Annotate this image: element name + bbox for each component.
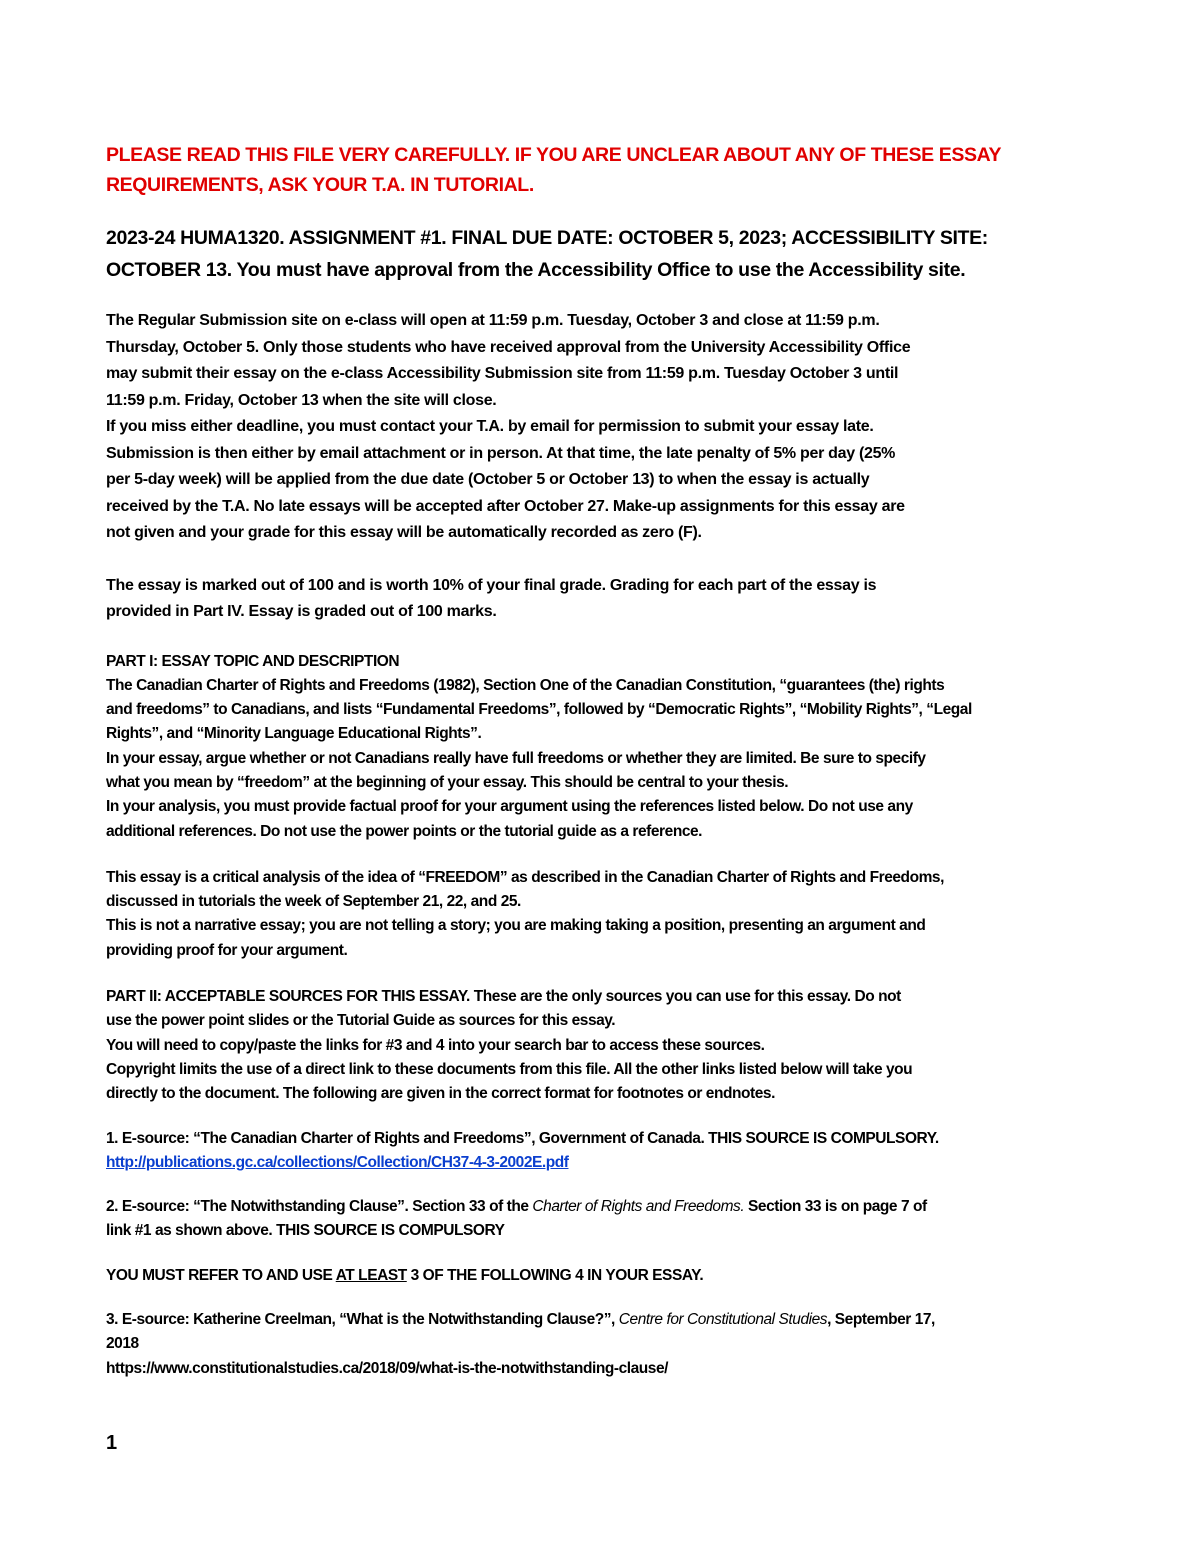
source-3-publisher: Centre for Constitutional Studies xyxy=(618,1311,828,1329)
text-line: received by the T.A. No late essays will be accepted after October 27. Make-up assignments for this essay are xyxy=(106,497,905,515)
part2-section xyxy=(106,985,1106,1106)
requirement-post: 3 OF THE FOLLOWING 4 IN YOUR ESSAY. xyxy=(406,1266,704,1284)
text-line: Submission is then either by email attachment or in person. At that time, the late penalty of 5% per day (25% xyxy=(106,444,896,462)
text-line: directly to the document. The following are given in the correct format for footnotes or endnotes. xyxy=(106,1085,775,1103)
source-3-url: https://www.constitutionalstudies.ca/2018/09/what-is-the-notwithstanding-clause/ xyxy=(106,1359,668,1377)
text-line: The essay is marked out of 100 and is worth 10% of your final grade. Grading for each part of the essay is xyxy=(106,576,877,594)
critical-analysis-paragraph xyxy=(106,866,1106,963)
part1-section xyxy=(106,650,1106,844)
text-line: provided in Part IV. Essay is graded out of 100 marks. xyxy=(106,603,497,620)
source-2-pre: 2. E-source: “The Notwithstanding Clause”. Section 33 of the xyxy=(106,1198,533,1216)
text-line: additional references. Do not use the power points or the tutorial guide as a reference. xyxy=(106,822,703,840)
requirement-notice xyxy=(106,1264,1106,1288)
text-line: PART II: ACCEPTABLE SOURCES FOR THIS ESSAY. These are the only sources you can use for this essay. Do not xyxy=(106,988,901,1006)
text-line: The Regular Submission site on e-class will open at 11:59 p.m. Tuesday, October 3 and close at 11:59 p.m. xyxy=(106,312,880,329)
page-number: 1 xyxy=(106,1432,118,1454)
text-line: per 5-day week) will be applied from the due date (October 5 or October 13) to when the essay is actually xyxy=(106,471,870,488)
submission-paragraph xyxy=(106,308,1106,547)
text-line: providing proof for your argument. xyxy=(106,941,348,959)
text-line: In your analysis, you must provide factual proof for your argument using the references listed below. Do not use any xyxy=(106,798,913,816)
document-page xyxy=(106,140,1106,1381)
warning-line: PLEASE READ THIS FILE VERY CAREFULLY. IF YOU ARE UNCLEAR ABOUT ANY OF THESE ESSAY xyxy=(106,144,1002,166)
requirement-emphasis: AT LEAST xyxy=(335,1266,407,1284)
source-text: 1. E-source: “The Canadian Charter of Rights and Freedoms”, Government of Canada. THIS SOURCE IS COMPULSORY. xyxy=(106,1129,939,1147)
source-text xyxy=(106,1195,1106,1219)
assignment-heading xyxy=(106,222,1106,286)
text-line: 11:59 p.m. Friday, October 13 when the site will close. xyxy=(106,391,497,409)
text-line: This essay is a critical analysis of the idea of “FREEDOM” as described in the Canadian Charter of Rights and Freedoms, xyxy=(106,868,944,886)
section-title: PART I: ESSAY TOPIC AND DESCRIPTION xyxy=(106,652,400,670)
text-line: Copyright limits the use of a direct link to these documents from this file. All the other links listed below will take you xyxy=(106,1060,913,1078)
heading-line: 2023-24 HUMA1320. ASSIGNMENT #1. FINAL DUE DATE: OCTOBER 5, 2023; ACCESSIBILITY SITE: xyxy=(106,227,988,249)
text-line: what you mean by “freedom” at the beginning of your essay. This should be central to your thesis. xyxy=(106,773,789,791)
requirement-pre: YOU MUST REFER TO AND USE xyxy=(106,1266,336,1284)
text-line: 2018 xyxy=(106,1335,139,1353)
source-2-title: Charter of Rights and Freedoms. xyxy=(532,1198,745,1216)
heading-line: OCTOBER 13. You must have approval from the Accessibility Office to use the Accessibility site. xyxy=(106,259,966,281)
warning-line: REQUIREMENTS, ASK YOUR T.A. IN TUTORIAL. xyxy=(106,174,534,196)
text-line: This is not a narrative essay; you are not telling a story; you are making taking a position, presenting an argument and xyxy=(106,917,926,935)
text-line: may submit their essay on the e-class Accessibility Submission site from 11:59 p.m. Tuesday October 3 until xyxy=(106,365,899,382)
text-line: and freedoms” to Canadians, and lists “Fundamental Freedoms”, followed by “Democratic Rights”, “Mobility Rights”, “Legal xyxy=(106,701,972,719)
text-line: link #1 as shown above. THIS SOURCE IS COMPULSORY xyxy=(106,1222,505,1240)
source-2 xyxy=(106,1195,1106,1244)
text-line: You will need to copy/paste the links for #3 and 4 into your search bar to access these sources. xyxy=(106,1036,765,1054)
text-line: Rights”, and “Minority Language Educational Rights”. xyxy=(106,725,482,743)
warning-notice xyxy=(106,140,1106,200)
source-3-post: , September 17, xyxy=(827,1311,935,1329)
source-3-pre: 3. E-source: Katherine Creelman, “What is the Notwithstanding Clause?”, xyxy=(106,1311,619,1329)
text-line: not given and your grade for this essay will be automatically recorded as zero (F). xyxy=(106,524,702,541)
text-line: use the power point slides or the Tutorial Guide as sources for this essay. xyxy=(106,1012,616,1030)
text-line: The Canadian Charter of Rights and Freedoms (1982), Section One of the Canadian Constitution, “guarantees (the) rights xyxy=(106,676,945,694)
source-1 xyxy=(106,1127,1106,1176)
source-2-post: Section 33 is on page 7 of xyxy=(744,1198,927,1216)
text-line: If you miss either deadline, you must contact your T.A. by email for permission to submit your essay late. xyxy=(106,418,874,435)
source-1-link[interactable]: http://publications.gc.ca/collections/Collection/CH37-4-3-2002E.pdf xyxy=(106,1153,569,1171)
text-line: In your essay, argue whether or not Canadians really have full freedoms or whether they are limited. Be sure to specify xyxy=(106,749,926,767)
grading-paragraph xyxy=(106,573,1106,626)
text-line: Thursday, October 5. Only those students who have received approval from the University Accessibility Office xyxy=(106,338,911,356)
source-3 xyxy=(106,1308,1106,1381)
source-text xyxy=(106,1308,1106,1332)
text-line: discussed in tutorials the week of September 21, 22, and 25. xyxy=(106,893,521,911)
